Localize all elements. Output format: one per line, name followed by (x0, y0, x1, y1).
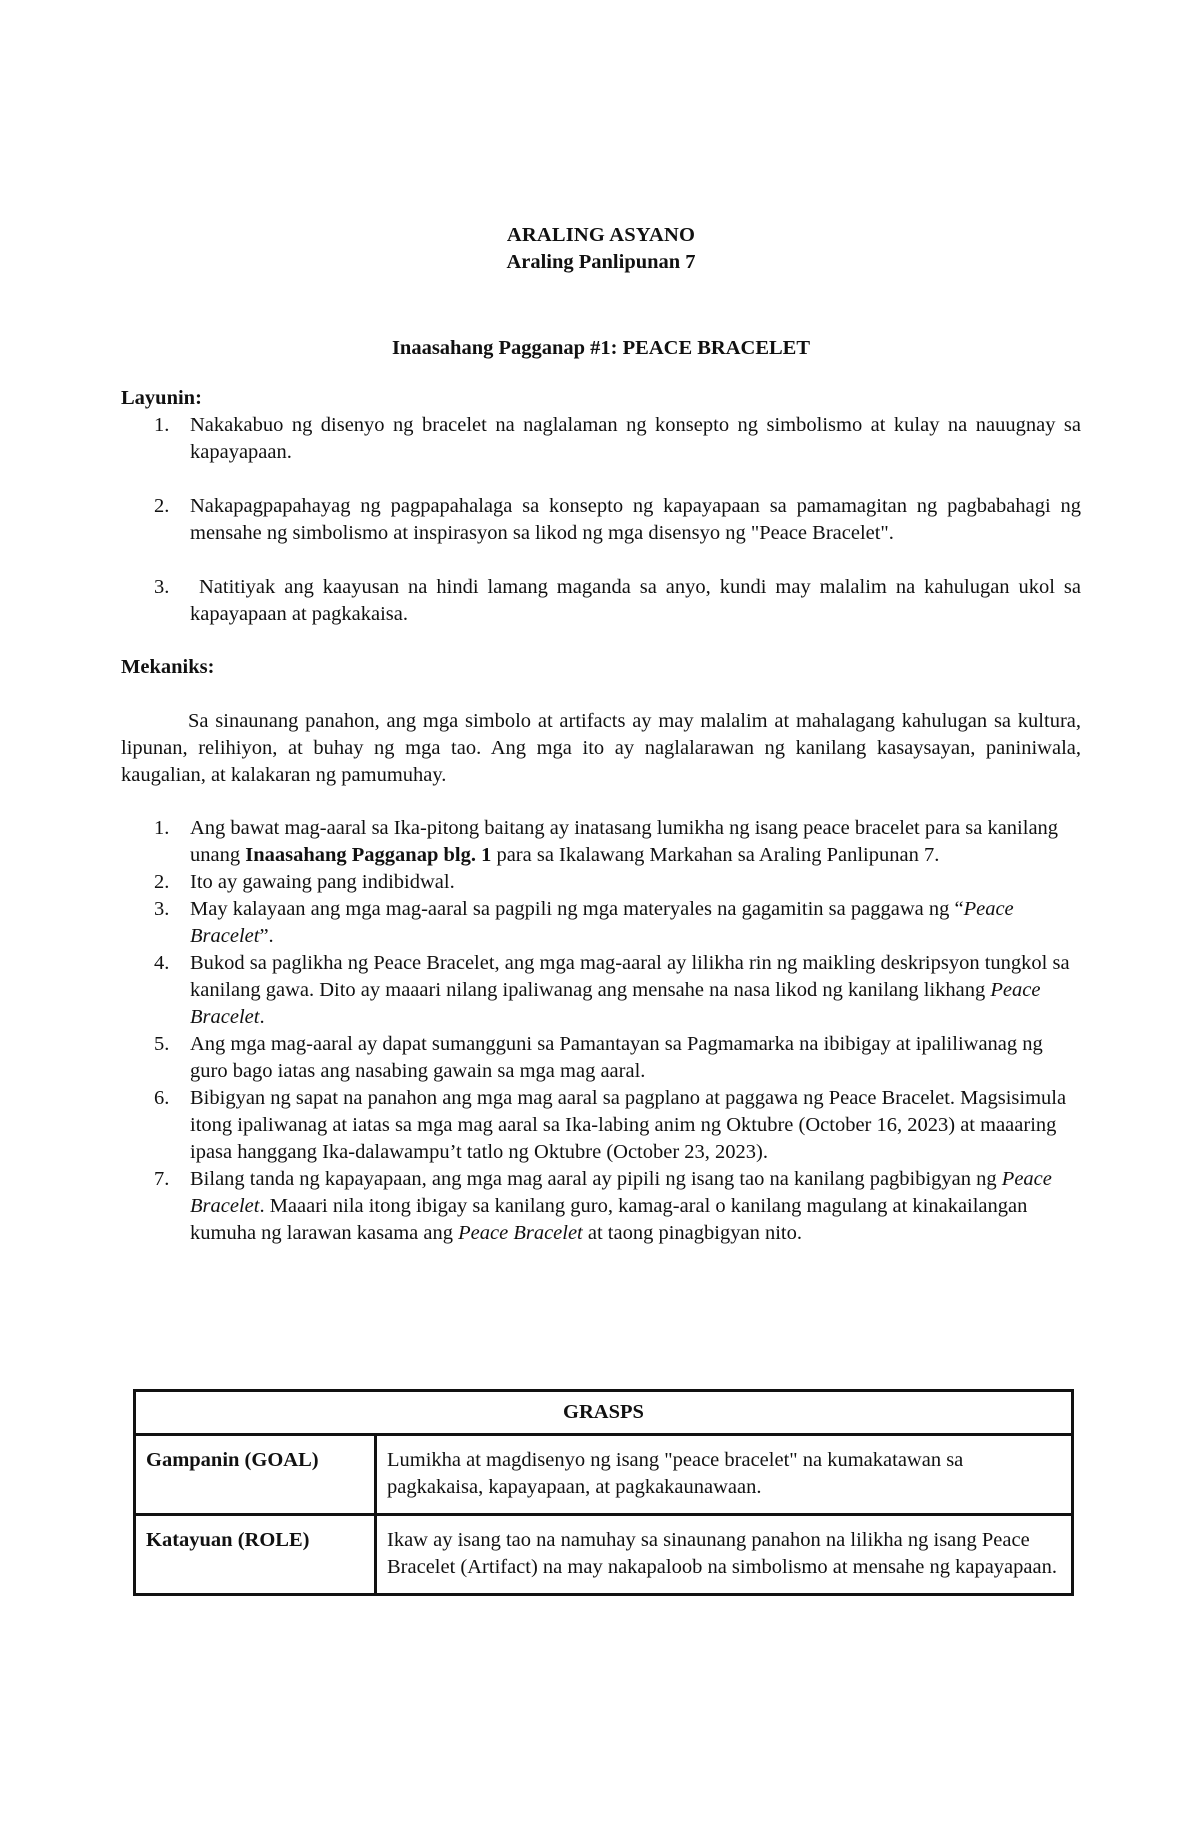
item-text: Bibigyan ng sapat na panahon ang mga mag aaral sa pagplano at paggawa ng Peace Bracelet. Magsisimula itong ipaliwanag at iatas sa mga mag aaral sa Ika-labing anim ng Oktubre (October 16, 2023) at maaaring ipasa hanggang Ika-dalawampu’t tatlo ng Oktubre (October 23, 2023). (190, 1087, 1067, 1163)
mekaniks-item (121, 869, 1081, 896)
mekaniks-item (121, 1085, 1081, 1166)
item-text: May kalayaan ang mga mag-aaral sa pagpili ng mga materyales na gagamitin sa paggawa ng “ (190, 898, 964, 920)
item-italic-text: Peace Bracelet (190, 979, 1041, 1028)
mekaniks-list (121, 815, 1081, 1247)
mekaniks-item (121, 1166, 1081, 1247)
table-header-row (135, 1391, 1073, 1435)
list-number: 1. (154, 817, 170, 839)
item-italic-text: Peace Bracelet (190, 1168, 1052, 1217)
item-text: Bukod sa paglikha ng Peace Bracelet, ang mga mag-aaral ay lilikha rin ng maikling deskripsyon tungkol sa kanilang gawa. Dito ay maaari nilang ipaliwanag ang mensahe na nasa likod ng kanilang likhang (190, 952, 1070, 1001)
list-number: 2. (154, 871, 170, 893)
document-body (121, 222, 1087, 1247)
row-label: Katayuan (ROLE) (135, 1515, 376, 1595)
mekaniks-item (121, 1031, 1081, 1085)
item-text: . (259, 1006, 265, 1028)
item-text: ”. (259, 925, 274, 947)
mekaniks-item (121, 950, 1081, 1031)
mekaniks-item (121, 815, 1081, 869)
list-number: 1. (154, 414, 170, 436)
mekaniks-intro: Sa sinaunang panahon, ang mga simbolo at artifacts ay may malalim at mahalagang kahulugan sa kultura, lipunan, relihiyon, at buhay ng mga tao. Ang mga ito ay naglalarawan ng kanilang kasaysayan, paniniwala, kaugalian, at kalakaran ng pamumuhay. (121, 710, 1081, 786)
layunin-item-text: Nakapagpapahayag ng pagpapahalaga sa konsepto ng kapayapaan sa pamamagitan ng pagbabahagi ng mensahe ng simbolismo at inspirasyon sa likod ng mga disensyo ng "Peace Bracelet". (190, 495, 1081, 544)
item-text: at taong pinagbigyan nito. (582, 1222, 802, 1244)
list-number: 3. (154, 898, 170, 920)
mekaniks-heading: Mekaniks: (121, 656, 215, 678)
grasps-heading: GRASPS (135, 1391, 1073, 1435)
document-subtitle: Araling Panlipunan 7 (506, 251, 696, 273)
item-text: Ang mga mag-aaral ay dapat sumangguni sa Pamantayan sa Pagmamarka na ibibigay at ipaliliwanag ng guro bago iatas ang nasabing gawain sa mga mag aaral. (190, 1033, 1043, 1082)
list-number: 7. (154, 1168, 170, 1190)
grasps-table (133, 1389, 1074, 1596)
item-italic-text: Peace Bracelet (458, 1222, 583, 1244)
item-text: Ang bawat mag-aaral sa Ika-pitong baitang ay inatasang lumikha ng isang peace bracelet para sa kanilang unang (190, 817, 1059, 866)
task-title: Inaasahang Pagganap #1: PEACE BRACELET (391, 337, 811, 359)
list-number: 4. (154, 952, 170, 974)
row-value: Lumikha at magdisenyo ng isang "peace bracelet" na kumakatawan sa pagkakaisa, kapayapaan, at pagkakaunawaan. (376, 1435, 1073, 1515)
table-row (135, 1515, 1073, 1595)
item-bold-text: Inaasahang Pagganap blg. 1 (245, 844, 492, 866)
item-italic-text: Peace Bracelet (190, 898, 1014, 947)
item-text: Bilang tanda ng kapayapaan, ang mga mag aaral ay pipili ng isang tao na kanilang pagbibigyan ng (190, 1168, 1002, 1190)
list-number: 6. (154, 1087, 170, 1109)
layunin-heading: Layunin: (121, 387, 202, 409)
item-text: . Maaari nila itong ibigay sa kanilang guro, kamag-aral o kanilang magulang at kinakailangan kumuha ng larawan kasama ang (190, 1195, 1028, 1244)
table-row (135, 1435, 1073, 1515)
document-title: ARALING ASYANO (506, 224, 696, 246)
list-number: 2. (154, 495, 170, 517)
item-text: Ito ay gawaing pang indibidwal. (190, 871, 455, 893)
layunin-item-text: Nakakabuo ng disenyo ng bracelet na naglalaman ng konsepto ng simbolismo at kulay na nauugnay sa kapayapaan. (190, 414, 1081, 463)
list-number: 5. (154, 1033, 170, 1055)
layunin-item (121, 412, 1081, 466)
list-number: 3. (154, 576, 170, 598)
item-text: para sa Ikalawang Markahan sa Araling Panlipunan 7. (491, 844, 940, 866)
layunin-item (121, 493, 1081, 547)
row-label: Gampanin (GOAL) (135, 1435, 376, 1515)
layunin-item (121, 574, 1087, 628)
mekaniks-item (121, 896, 1081, 950)
layunin-item-text: Natitiyak ang kaayusan na hindi lamang maganda sa anyo, kundi may malalim na kahulugan ukol sa kapayapaan at pagkakaisa. (190, 576, 1087, 625)
row-value: Ikaw ay isang tao na namuhay sa sinaunang panahon na lilikha ng isang Peace Bracelet (Artifact) na may nakapaloob na simbolismo at mensahe ng kapayapaan. (376, 1515, 1073, 1595)
layunin-list (121, 412, 1087, 628)
title-block (121, 222, 1081, 276)
